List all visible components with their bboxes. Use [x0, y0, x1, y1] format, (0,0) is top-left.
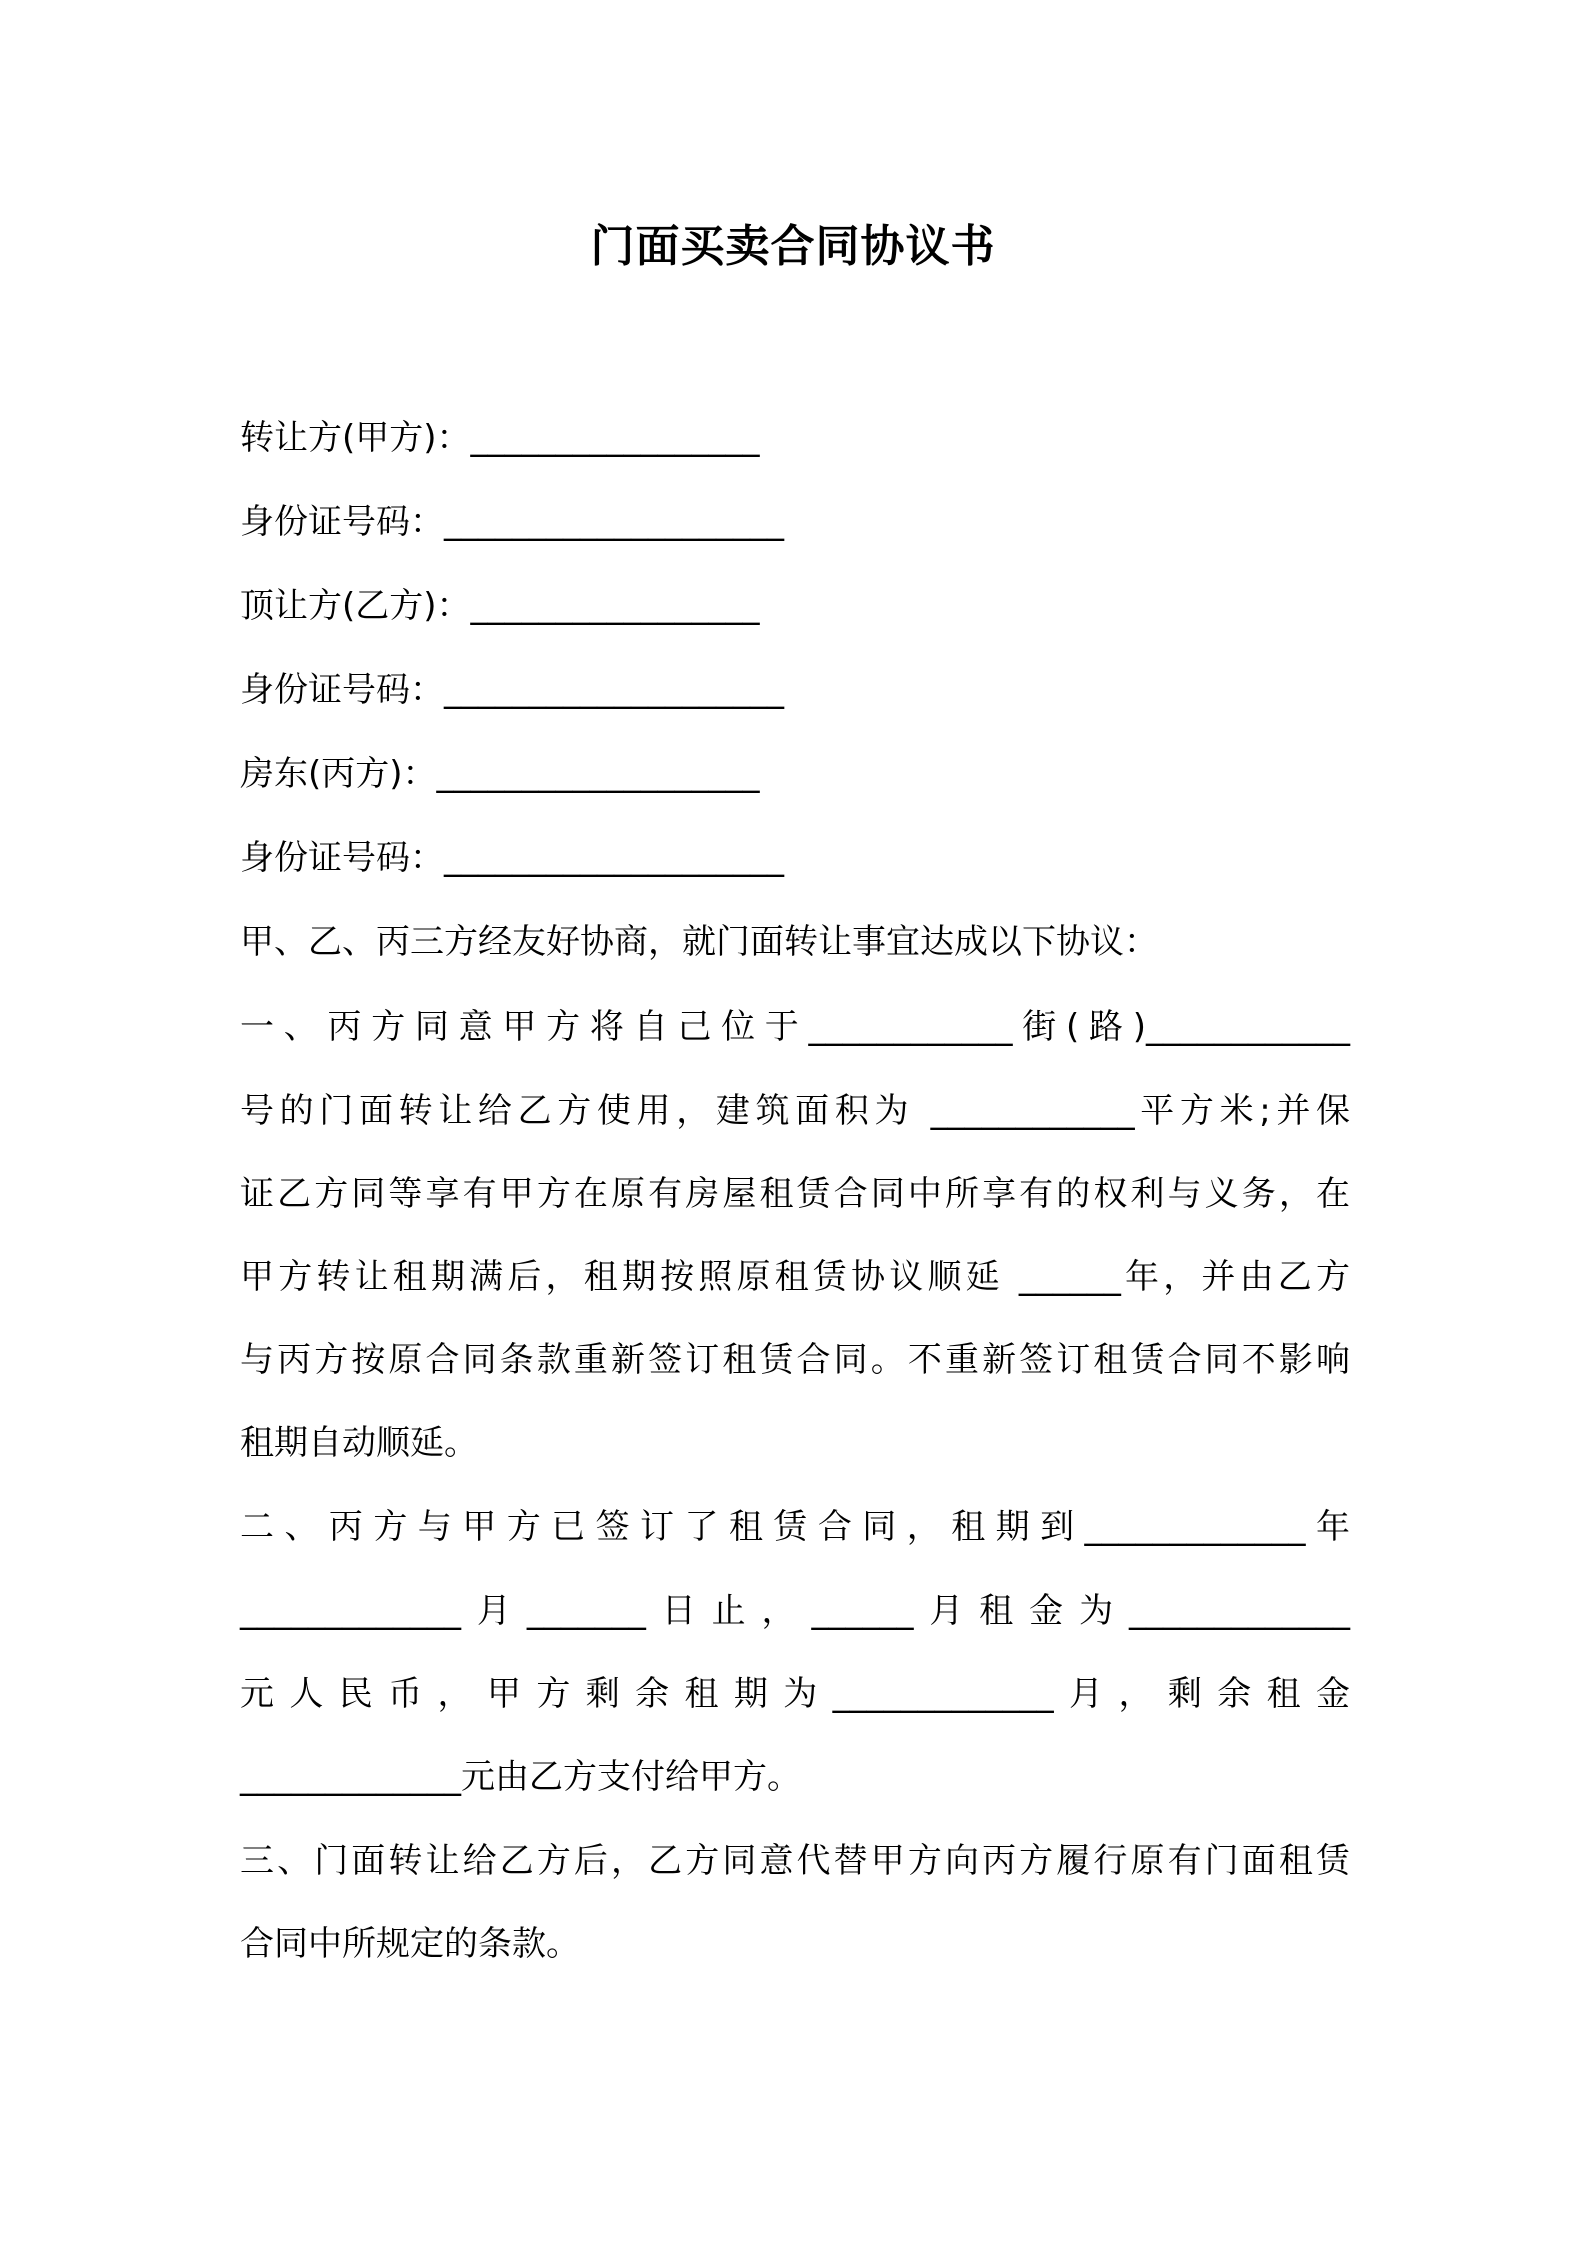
document-title: 门面买卖合同协议书	[590, 221, 996, 272]
clause-1-line-3: 证乙方同等享有甲方在原有房屋租赁合同中所享有的权利与义务，在	[240, 1174, 1350, 1214]
clause-1-line-2: 号的门面转让给乙方使用，建筑面积为 ____________平方米;并保	[240, 1091, 1350, 1131]
clause-1-line-1: 一、丙方同意甲方将自己位于____________街(路)____________	[240, 1007, 1350, 1047]
party-c-id-line: 身份证号码：____________________	[240, 838, 784, 878]
party-b-line: 顶让方(乙方)：_________________	[240, 586, 760, 626]
clause-2-line-1: 二、丙方与甲方已签订了租赁合同，租期到_____________年	[240, 1507, 1350, 1547]
clause-3-line-1: 三、门面转让给乙方后，乙方同意代替甲方向丙方履行原有门面租赁	[240, 1841, 1350, 1881]
clause-2-line-4: _____________元由乙方支付给甲方。	[240, 1757, 801, 1797]
clause-1-line-4: 甲方转让租期满后，租期按照原租赁协议顺延 ______年，并由乙方	[240, 1257, 1350, 1297]
clause-3-line-2: 合同中所规定的条款。	[240, 1924, 580, 1964]
party-c-line: 房东(丙方)：___________________	[240, 754, 760, 794]
party-a-line: 转让方(甲方)：_________________	[240, 418, 760, 458]
party-b-id-line: 身份证号码：____________________	[240, 670, 784, 710]
clause-2-line-3: 元人民币，甲方剩余租期为_____________月，剩余租金	[240, 1674, 1350, 1714]
party-a-id-line: 身份证号码：____________________	[240, 502, 784, 542]
intro-line: 甲、乙、丙三方经友好协商，就门面转让事宜达成以下协议：	[240, 922, 1158, 962]
clause-1-line-5: 与丙方按原合同条款重新签订租赁合同。不重新签订租赁合同不影响	[240, 1340, 1350, 1380]
clause-1-line-6: 租期自动顺延。	[240, 1423, 478, 1463]
clause-2-line-2: _____________月_______日止，______月租金为_____________	[240, 1591, 1350, 1631]
